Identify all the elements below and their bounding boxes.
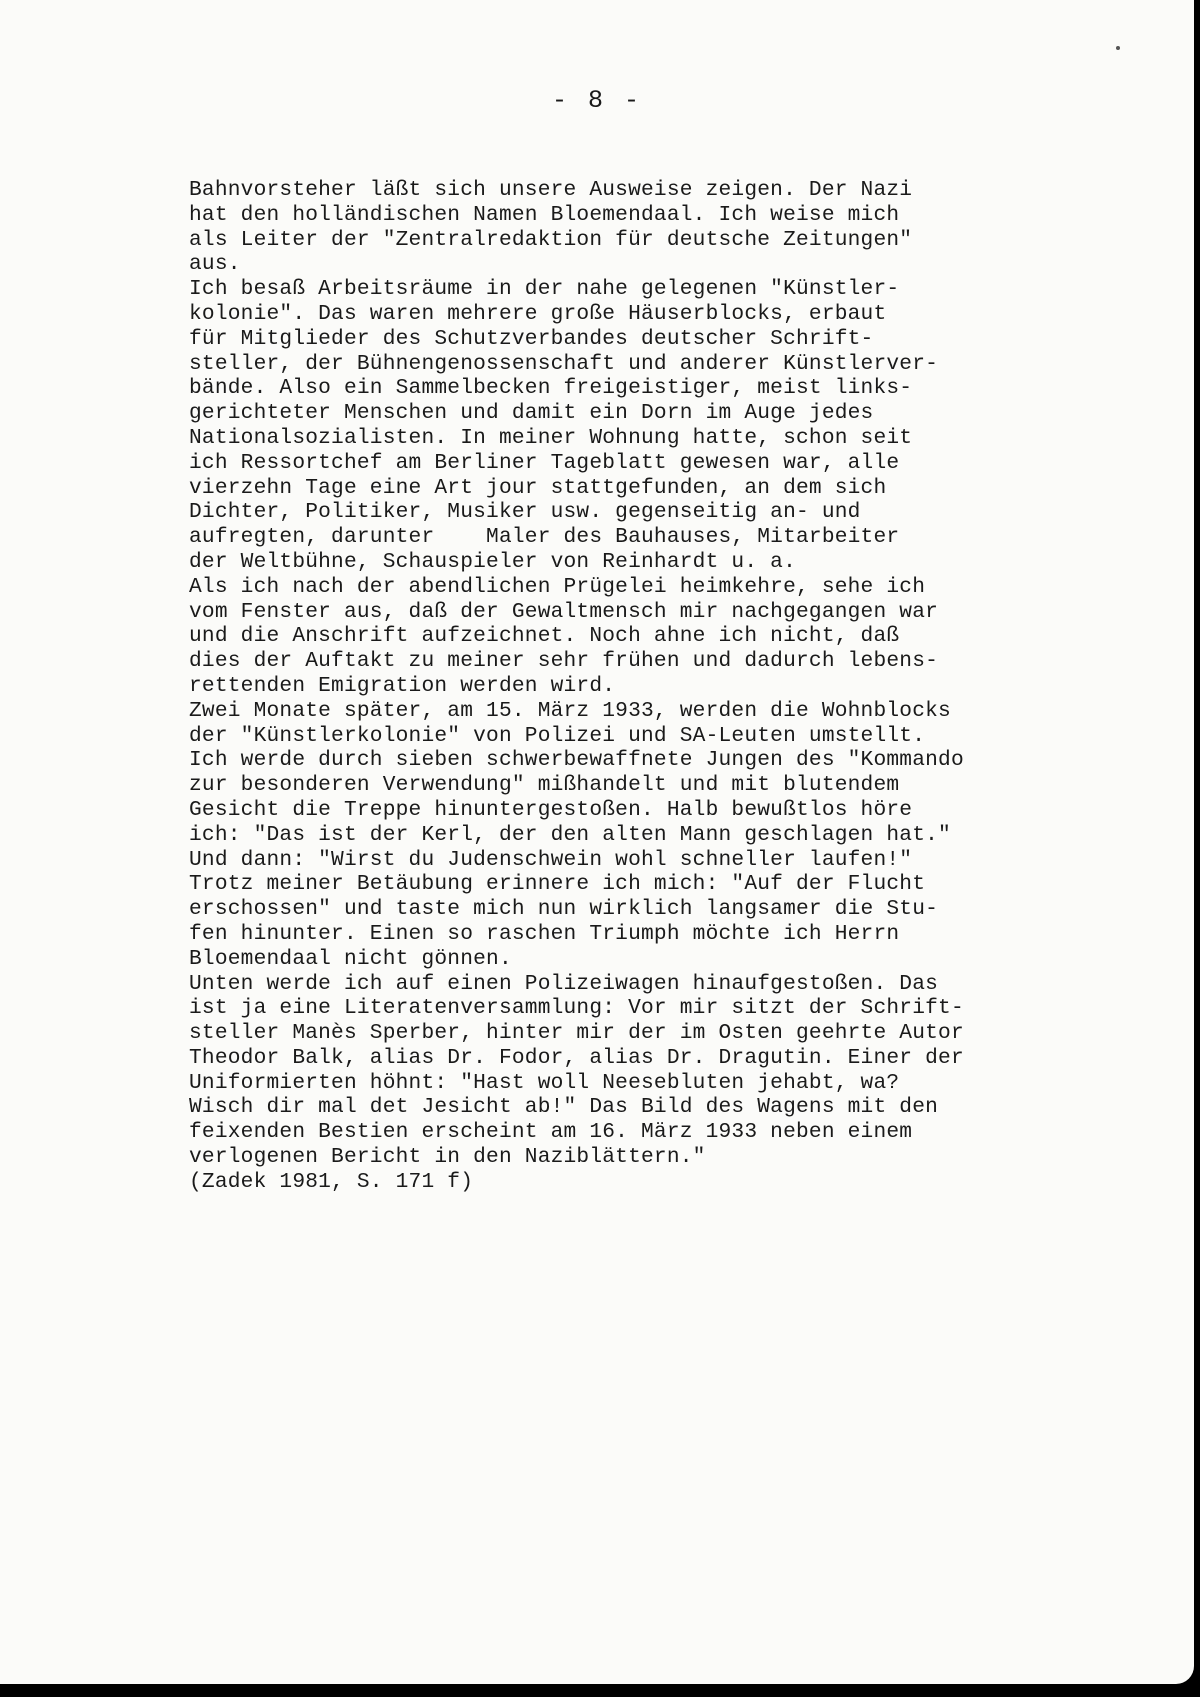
body-text [189, 178, 1089, 1195]
text-line: vierzehn Tage eine Art jour stattgefunden, an dem sich [189, 475, 887, 500]
text-line: vom Fenster aus, daß der Gewaltmensch mir nachgegangen war [189, 599, 939, 624]
text-line: ich: "Das ist der Kerl, der den alten Mann geschlagen hat." [189, 822, 951, 847]
text-line: steller Manès Sperber, hinter mir der im Osten geehrte Autor [189, 1021, 964, 1046]
text-line: zur besonderen Verwendung" mißhandelt und mit blutendem [189, 773, 900, 798]
text-line: Ich werde durch sieben schwerbewaffnete Jungen des "Kommando [189, 748, 964, 773]
text-line: feixenden Bestien erscheint am 16. März 1933 neben einem [189, 1120, 913, 1145]
page-number: - 8 - [551, 86, 642, 115]
text-line: der "Künstlerkolonie" von Polizei und SA-Leuten umstellt. [189, 723, 926, 748]
text-line: und die Anschrift aufzeichnet. Noch ahne ich nicht, daß [189, 624, 900, 649]
text-line: rettenden Emigration werden wird. [189, 673, 616, 698]
text-line: verlogenen Bericht in den Naziblättern." [189, 1145, 706, 1170]
text-line: Nationalsozialisten. In meiner Wohnung hatte, schon seit [189, 425, 913, 450]
text-line: Unten werde ich auf einen Polizeiwagen hinaufgestoßen. Das [189, 971, 939, 996]
text-line: ist ja eine Literatenversammlung: Vor mir sitzt der Schrift- [189, 996, 964, 1021]
text-line: steller, der Bühnengenossenschaft und anderer Künstlerver- [189, 351, 939, 376]
scan-speck [1116, 46, 1120, 50]
text-line: fen hinunter. Einen so raschen Triumph möchte ich Herrn [189, 921, 900, 946]
text-line: erschossen" und taste mich nun wirklich langsamer die Stu- [189, 897, 939, 922]
text-line: Ich besaß Arbeitsräume in der nahe gelegenen "Künstler- [189, 277, 900, 302]
text-line: gerichteter Menschen und damit ein Dorn im Auge jedes [189, 401, 874, 426]
text-line: Bahnvorsteher läßt sich unsere Ausweise zeigen. Der Nazi [189, 178, 913, 202]
citation-line: (Zadek 1981, S. 171 f) [189, 1169, 474, 1194]
text-line: aus. [189, 252, 241, 277]
text-line: bände. Also ein Sammelbecken freigeistiger, meist links- [189, 376, 913, 401]
text-line: Bloemendaal nicht gönnen. [189, 946, 512, 971]
text-line: als Leiter der "Zentralredaktion für deutsche Zeitungen" [189, 227, 913, 252]
text-line: Trotz meiner Betäubung erinnere ich mich: "Auf der Flucht [189, 872, 926, 897]
text-line: Wisch dir mal det Jesicht ab!" Das Bild des Wagens mit den [189, 1095, 939, 1120]
text-line: Zwei Monate später, am 15. März 1933, werden die Wohnblocks [189, 698, 951, 723]
text-line: Uniformierten höhnt: "Hast woll Neesebluten jehabt, wa? [189, 1070, 900, 1095]
text-line: Theodor Balk, alias Dr. Fodor, alias Dr. Dragutin. Einer der [189, 1045, 964, 1070]
text-line: Gesicht die Treppe hinuntergestoßen. Halb bewußtlos höre [189, 797, 913, 822]
text-line: Als ich nach der abendlichen Prügelei heimkehre, sehe ich [189, 574, 926, 599]
text-line: kolonie". Das waren mehrere große Häuserblocks, erbaut [189, 301, 887, 326]
text-line: für Mitglieder des Schutzverbandes deutscher Schrift- [189, 326, 874, 351]
text-line: Und dann: "Wirst du Judenschwein wohl schneller laufen!" [189, 847, 913, 872]
text-line: Dichter, Politiker, Musiker usw. gegenseitig an- und [189, 500, 861, 525]
text-line: aufregten, darunter Maler des Bauhauses, Mitarbeiter [189, 525, 900, 550]
text-line: der Weltbühne, Schauspieler von Reinhardt u. a. [189, 549, 796, 574]
text-line: hat den holländischen Namen Bloemendaal. Ich weise mich [189, 202, 900, 227]
text-line: ich Ressortchef am Berliner Tageblatt gewesen war, alle [189, 450, 900, 475]
text-line: dies der Auftakt zu meiner sehr frühen und dadurch lebens- [189, 649, 939, 674]
